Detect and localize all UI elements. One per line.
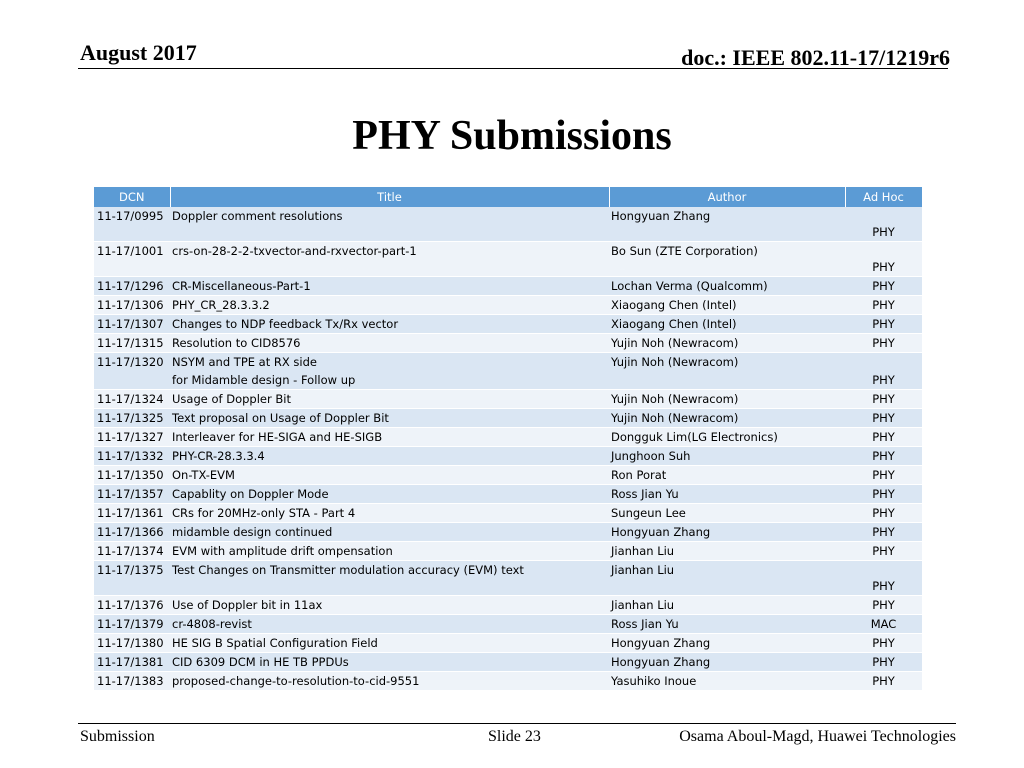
cell-author: Yujin Noh (Newracom) [609,334,845,353]
cell-title-line: Usage of Doppler Bit [172,392,291,406]
cell-title-line: crs-on-28-2-2-txvector-and-rxvector-part-1 [172,244,417,258]
cell-title [170,390,609,409]
cell-title [170,428,609,447]
cell-author: Dongguk Lim(LG Electronics) [609,428,845,447]
cell-dcn: 11-17/1381 [94,653,170,672]
cell-adhoc: PHY [845,466,922,485]
cell-author: Yasuhiko Inoue [609,672,845,691]
cell-title [170,542,609,561]
cell-dcn: 11-17/1306 [94,296,170,315]
cell-title-line: Test Changes on Transmitter modulation accuracy (EVM) text [172,563,524,577]
cell-dcn: 11-17/1383 [94,672,170,691]
cell-title-line: proposed-change-to-resolution-to-cid-9551 [172,674,420,688]
column-header-adhoc: Ad Hoc [845,187,922,207]
slide-title: PHY Submissions [352,113,672,159]
cell-title-line: Changes to NDP feedback Tx/Rx vector [172,317,399,331]
cell-adhoc: PHY [845,428,922,447]
cell-dcn: 11-17/1307 [94,315,170,334]
cell-title [170,334,609,353]
cell-title [170,466,609,485]
cell-title [170,277,609,296]
cell-author: Xiaogang Chen (Intel) [609,315,845,334]
cell-author: Ross Jian Yu [609,485,845,504]
cell-dcn: 11-17/1325 [94,409,170,428]
cell-author: Xiaogang Chen (Intel) [609,296,845,315]
cell-adhoc: PHY [845,542,922,561]
cell-author: Hongyuan Zhang [609,207,845,242]
cell-title-line: On-TX-EVM [172,468,235,482]
table-row [94,296,922,315]
cell-title-line: PHY-CR-28.3.3.4 [172,449,265,463]
cell-title [170,353,609,390]
cell-title-line: Use of Doppler bit in 11ax [172,598,323,612]
table-row [94,523,922,542]
header-date: August 2017 [80,40,197,65]
cell-adhoc: PHY [845,390,922,409]
cell-dcn: 11-17/1001 [94,242,170,277]
footer-author: Osama Aboul-Magd, Huawei Technologies [679,728,956,745]
table-row [94,207,922,242]
cell-dcn: 11-17/1366 [94,523,170,542]
cell-title [170,653,609,672]
cell-title-line: Doppler comment resolutions [172,209,343,223]
column-header-dcn: DCN [94,187,170,207]
cell-title-line: PHY_CR_28.3.3.2 [172,298,270,312]
table-row [94,353,922,390]
footer-divider [78,723,956,724]
cell-author: Sungeun Lee [609,504,845,523]
cell-author: Yujin Noh (Newracom) [609,353,845,390]
cell-author: Yujin Noh (Newracom) [609,390,845,409]
cell-title-line: CR-Miscellaneous-Part-1 [172,279,311,293]
cell-title-line: CID 6309 DCM in HE TB PPDUs [172,655,349,669]
cell-adhoc: PHY [845,315,922,334]
cell-adhoc: PHY [845,653,922,672]
table-row [94,485,922,504]
cell-dcn: 11-17/1357 [94,485,170,504]
cell-title-line: Capablity on Doppler Mode [172,487,329,501]
cell-title-line: Interleaver for HE-SIGA and HE-SIGB [172,430,383,444]
table-body [94,207,922,691]
cell-adhoc: PHY [845,485,922,504]
cell-adhoc: PHY [845,207,922,242]
cell-title [170,242,609,277]
cell-author: Hongyuan Zhang [609,653,845,672]
cell-title-line-2: for Midamble design - Follow up [172,373,356,387]
cell-author: Hongyuan Zhang [609,523,845,542]
cell-author: Jianhan Liu [609,596,845,615]
cell-adhoc: PHY [845,596,922,615]
cell-title-line: Resolution to CID8576 [172,336,301,350]
table-row [94,634,922,653]
table-row [94,561,922,596]
table-row [94,466,922,485]
cell-author: Yujin Noh (Newracom) [609,409,845,428]
cell-dcn: 11-17/1324 [94,390,170,409]
cell-title-line: midamble design continued [172,525,333,539]
table-row [94,542,922,561]
column-header-title: Title [170,187,609,207]
cell-dcn: 11-17/1350 [94,466,170,485]
cell-dcn: 11-17/1380 [94,634,170,653]
cell-adhoc: PHY [845,504,922,523]
cell-dcn: 11-17/1361 [94,504,170,523]
cell-adhoc: PHY [845,672,922,691]
footer-slide-number: Slide 23 [488,728,541,745]
cell-title-line: cr-4808-revist [172,617,252,631]
cell-author: Ron Porat [609,466,845,485]
cell-author: Bo Sun (ZTE Corporation) [609,242,845,277]
table-row [94,447,922,466]
cell-adhoc: PHY [845,561,922,596]
cell-dcn: 11-17/1327 [94,428,170,447]
header-divider [78,68,948,69]
cell-dcn: 11-17/1375 [94,561,170,596]
cell-dcn: 11-17/1296 [94,277,170,296]
cell-dcn: 11-17/1374 [94,542,170,561]
table-header-row [94,187,922,207]
cell-author: Junghoon Suh [609,447,845,466]
cell-adhoc: PHY [845,447,922,466]
header-doc-id: doc.: IEEE 802.11-17/1219r6 [681,45,950,70]
cell-title [170,315,609,334]
table-row [94,615,922,634]
table-row [94,242,922,277]
cell-dcn: 11-17/1379 [94,615,170,634]
cell-title [170,207,609,242]
cell-author: Lochan Verma (Qualcomm) [609,277,845,296]
cell-title [170,523,609,542]
cell-title [170,596,609,615]
footer-submission: Submission [80,728,155,745]
cell-dcn: 11-17/1376 [94,596,170,615]
table-row [94,672,922,691]
cell-title-line: Text proposal on Usage of Doppler Bit [172,411,389,425]
cell-title-line: CRs for 20MHz-only STA - Part 4 [172,506,356,520]
table-row [94,409,922,428]
cell-author: Jianhan Liu [609,561,845,596]
cell-title [170,561,609,596]
table-row [94,653,922,672]
cell-adhoc: PHY [845,409,922,428]
table-row [94,334,922,353]
cell-title-line: EVM with amplitude drift ompensation [172,544,393,558]
cell-title [170,296,609,315]
cell-adhoc: PHY [845,523,922,542]
cell-dcn: 11-17/1320 [94,353,170,390]
cell-adhoc: PHY [845,334,922,353]
cell-title [170,615,609,634]
cell-adhoc: MAC [845,615,922,634]
cell-dcn: 11-17/0995 [94,207,170,242]
cell-adhoc: PHY [845,277,922,296]
submissions-table [94,187,923,691]
cell-dcn: 11-17/1315 [94,334,170,353]
column-header-author: Author [609,187,845,207]
cell-title [170,672,609,691]
cell-title [170,634,609,653]
cell-title [170,485,609,504]
cell-title [170,447,609,466]
table-row [94,504,922,523]
table-row [94,596,922,615]
cell-adhoc: PHY [845,296,922,315]
cell-title [170,409,609,428]
table-row [94,390,922,409]
cell-title-line: NSYM and TPE at RX side [172,355,317,369]
cell-author: Hongyuan Zhang [609,634,845,653]
cell-author: Jianhan Liu [609,542,845,561]
cell-title [170,504,609,523]
cell-dcn: 11-17/1332 [94,447,170,466]
table-row [94,315,922,334]
cell-adhoc: PHY [845,242,922,277]
table-row [94,277,922,296]
table-row [94,428,922,447]
cell-adhoc: PHY [845,634,922,653]
cell-title-line: HE SIG B Spatial Configuration Field [172,636,378,650]
cell-author: Ross Jian Yu [609,615,845,634]
cell-adhoc: PHY [845,353,922,390]
